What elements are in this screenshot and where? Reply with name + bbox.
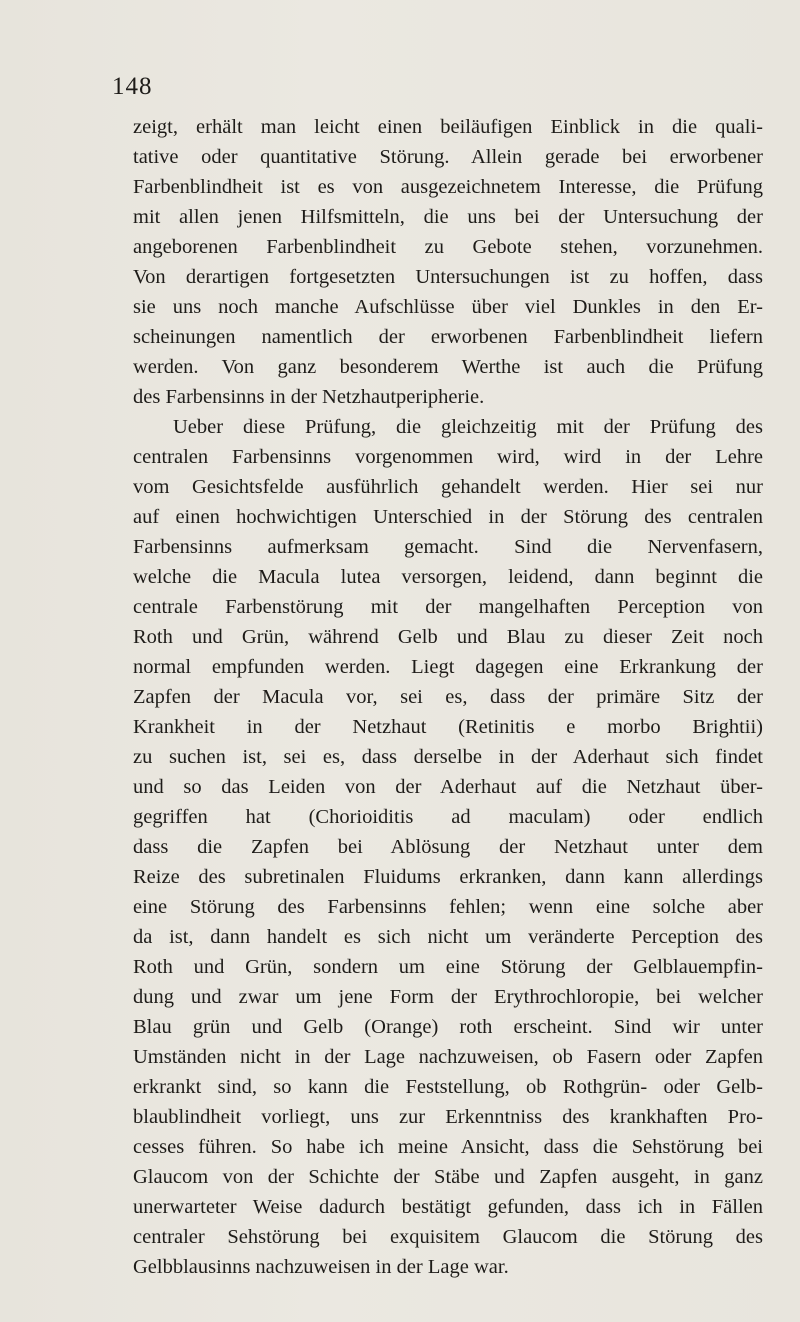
text-line: scheinungen namentlich der erworbenen Farbenblindheit liefern	[133, 326, 763, 348]
text-line: dass die Zapfen bei Ablösung der Netzhaut unter dem	[133, 836, 763, 858]
text-line: angeborenen Farbenblindheit zu Gebote stehen, vorzunehmen.	[133, 236, 763, 258]
text-line: werden. Von ganz besonderem Werthe ist auch die Prüfung	[133, 356, 763, 378]
text-line: zeigt, erhält man leicht einen beiläufigen Einblick in die quali-	[133, 116, 763, 138]
text-line: welche die Macula lutea versorgen, leidend, dann beginnt die	[133, 566, 763, 588]
text-line: tative oder quantitative Störung. Allein gerade bei erworbener	[133, 146, 763, 168]
text-line: Roth und Grün, während Gelb und Blau zu dieser Zeit noch	[133, 626, 763, 648]
text-line: dung und zwar um jene Form der Erythrochloropie, bei welcher	[133, 986, 763, 1008]
text-line: auf einen hochwichtigen Unterschied in der Störung des centralen	[133, 506, 763, 528]
text-line: centrale Farbenstörung mit der mangelhaften Perception von	[133, 596, 763, 618]
text-line: vom Gesichtsfelde ausführlich gehandelt werden. Hier sei nur	[133, 476, 763, 498]
text-line: zu suchen ist, sei es, dass derselbe in der Aderhaut sich findet	[133, 746, 763, 768]
text-line: gegriffen hat (Chorioiditis ad maculam) oder endlich	[133, 806, 763, 828]
text-line: cesses führen. So habe ich meine Ansicht, dass die Sehstörung bei	[133, 1136, 763, 1158]
text-line: Roth und Grün, sondern um eine Störung der Gelblauempfin-	[133, 956, 763, 978]
text-line: Glaucom von der Schichte der Stäbe und Zapfen ausgeht, in ganz	[133, 1166, 763, 1188]
text-line: Von derartigen fortgesetzten Untersuchungen ist zu hoffen, dass	[133, 266, 763, 288]
text-line: blaublindheit vorliegt, uns zur Erkenntniss des krankhaften Pro-	[133, 1106, 763, 1128]
page-number: 148	[112, 73, 153, 100]
text-line: Farbensinns aufmerksam gemacht. Sind die Nervenfasern,	[133, 536, 763, 558]
text-line: Krankheit in der Netzhaut (Retinitis e morbo Brightii)	[133, 716, 763, 738]
text-line: Zapfen der Macula vor, sei es, dass der primäre Sitz der	[133, 686, 763, 708]
text-line: centraler Sehstörung bei exquisitem Glaucom die Störung des	[133, 1226, 763, 1248]
text-line: sie uns noch manche Aufschlüsse über viel Dunkles in den Er-	[133, 296, 763, 318]
text-line: Gelbblausinns nachzuweisen in der Lage war.	[133, 1256, 509, 1278]
body-text	[133, 112, 763, 1282]
text-line: Blau grün und Gelb (Orange) roth erscheint. Sind wir unter	[133, 1016, 763, 1038]
text-line: normal empfunden werden. Liegt dagegen eine Erkrankung der	[133, 656, 763, 678]
text-line: eine Störung des Farbensinns fehlen; wenn eine solche aber	[133, 896, 763, 918]
text-line: centralen Farbensinns vorgenommen wird, wird in der Lehre	[133, 446, 763, 468]
text-line: Ueber diese Prüfung, die gleichzeitig mit der Prüfung des	[173, 416, 763, 438]
text-line: da ist, dann handelt es sich nicht um veränderte Perception des	[133, 926, 763, 948]
text-line: und so das Leiden von der Aderhaut auf die Netzhaut über-	[133, 776, 763, 798]
text-line: Reize des subretinalen Fluidums erkranken, dann kann allerdings	[133, 866, 763, 888]
text-line: erkrankt sind, so kann die Feststellung, ob Rothgrün- oder Gelb-	[133, 1076, 763, 1098]
text-line: mit allen jenen Hilfsmitteln, die uns bei der Untersuchung der	[133, 206, 763, 228]
text-line: Farbenblindheit ist es von ausgezeichnetem Interesse, die Prüfung	[133, 176, 763, 198]
text-line: Umständen nicht in der Lage nachzuweisen, ob Fasern oder Zapfen	[133, 1046, 763, 1068]
text-line: des Farbensinns in der Netzhautperipherie.	[133, 386, 485, 408]
text-line: unerwarteter Weise dadurch bestätigt gefunden, dass ich in Fällen	[133, 1196, 763, 1218]
